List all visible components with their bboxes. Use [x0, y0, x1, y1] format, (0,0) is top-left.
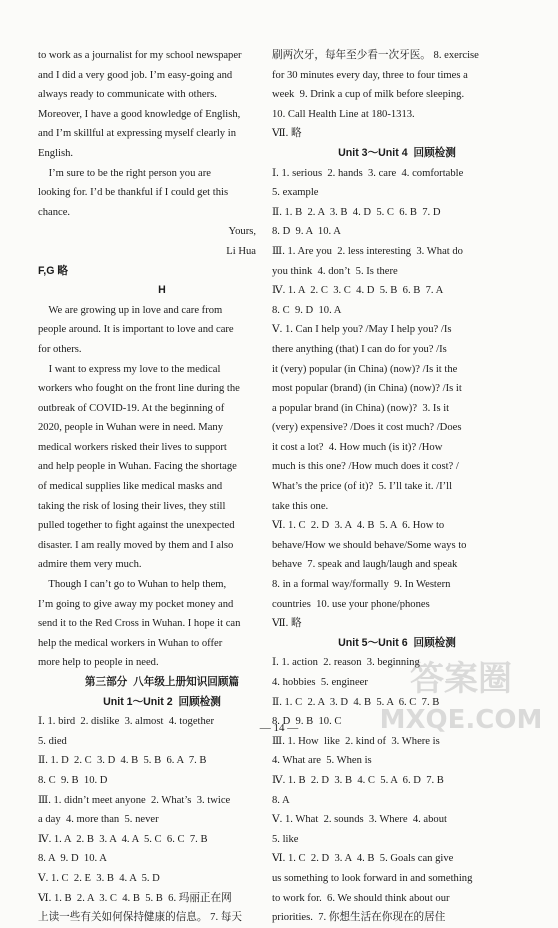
section-heading: Unit 1～Unit 2 回顾检测	[103, 695, 221, 708]
text-line: it cost a lot? 4. How much (is it)? /How	[272, 441, 443, 453]
text-line: Ⅱ. 1. C 2. A 3. D 4. B 5. A 6. C 7. B	[272, 696, 440, 708]
text-line: Ⅴ. 1. C 2. E 3. B 4. A 5. D	[38, 872, 160, 884]
text-line: of medical supplies like medical masks and	[38, 481, 223, 493]
text-line: Ⅳ. 1. B 2. D 3. B 4. C 5. A 6. D 7. B	[272, 774, 444, 786]
text-line: always ready to communicate with others.	[38, 89, 217, 101]
text-line: and help people in Wuhan. Facing the shortage	[38, 461, 237, 473]
text-line: looking for. I’d be thankful if I could get this	[38, 187, 229, 199]
text-line: Ⅶ. 略	[272, 618, 302, 630]
text-line: Ⅶ. 略	[272, 128, 302, 140]
text-line: there anything (that) I can do for you? /Is	[272, 343, 447, 355]
text-line: send it to the Red Cross in Wuhan. I hope it can	[38, 618, 241, 630]
text-line: 8. D 9. B 10. C	[272, 716, 342, 728]
text-line: 5. example	[272, 187, 319, 199]
text-line: medical workers risked their lives to support	[38, 441, 227, 453]
text-line: much is this one? /How much does it cost? /	[272, 461, 459, 473]
text-line: a day 4. more than 5. never	[38, 814, 159, 826]
text-line: We are growing up in love and care from	[38, 304, 223, 316]
text-line: (very) expensive? /Does it cost much? /Does	[272, 422, 462, 434]
text-line: I’m going to give away my pocket money and	[38, 598, 234, 610]
text-line: Ⅵ. 1. C 2. D 3. A 4. B 5. A 6. How to	[272, 520, 445, 532]
text-line: most popular (brand) (in China) (now)? /Is it	[272, 383, 462, 395]
text-line: disaster. I am really moved by them and I also	[38, 539, 234, 551]
text-line: to work as a journalist for my school newspaper	[38, 50, 242, 61]
text-line: for others.	[38, 343, 82, 355]
text-line: Ⅱ. 1. D 2. C 3. D 4. B 5. B 6. A 7. B	[38, 755, 207, 767]
text-line: 5. died	[38, 735, 67, 747]
text-line: outbreak of COVID-19. At the beginning of	[38, 402, 225, 414]
text-line: What’s the price (of it)? 5. I’ll take it. /I’ll	[272, 481, 453, 493]
text-line: Yours,	[228, 226, 256, 238]
text-line: taking the risk of losing their lives, they still	[38, 500, 226, 512]
text-line: 2020, people in Wuhan were in need. Many	[38, 422, 224, 434]
text-line: it (very) popular (in China) (now)? /Is it the	[272, 363, 458, 375]
text-line: Though I can’t go to Wuhan to help them,	[38, 579, 227, 591]
text-line: us something to look forward in and something	[272, 872, 473, 884]
section-heading: Unit 5～Unit 6 回顾检测	[338, 636, 456, 649]
text-line: help the medical workers in Wuhan to offer	[38, 637, 223, 649]
text-line: to work for. 6. We should think about our	[272, 892, 450, 904]
text-line: 4. hobbies 5. engineer	[272, 677, 368, 688]
section-heading: 第三部分 八年级上册知识回顾篇	[84, 676, 240, 688]
section-heading: Unit 3～Unit 4 回顾检测	[338, 146, 456, 159]
text-line: Ⅳ. 1. A 2. B 3. A 4. A 5. C 6. C 7. B	[38, 833, 208, 845]
text-line: 8. C 9. D 10. A	[272, 304, 342, 316]
section-heading: H	[158, 284, 166, 297]
text-line: 4. What are 5. When is	[272, 755, 372, 767]
text-line: and I’m skillful at expressing myself clearly in	[38, 128, 236, 140]
text-line: 8. A 9. D 10. A	[38, 853, 107, 865]
text-line: Li Hua	[226, 245, 256, 257]
text-line: 10. Call Health Line at 180-1313.	[272, 108, 415, 120]
text-line: Ⅴ. 1. What 2. sounds 3. Where 4. about	[272, 814, 447, 826]
text-line: pulled together to fight against the unexpected	[38, 520, 235, 532]
text-line: Moreover, I have a good knowledge of English,	[38, 108, 241, 120]
text-line: Ⅲ. 1. didn’t meet anyone 2. What’s 3. twice	[38, 794, 231, 806]
text-line: 上读一些有关如何保持健康的信息。 7. 每天	[38, 912, 242, 924]
text-line: for 30 minutes every day, three to four times a	[272, 69, 468, 81]
text-line: Ⅰ. 1. bird 2. dislike 3. almost 4. together	[38, 716, 215, 728]
watermark-logo	[376, 648, 546, 738]
text-line: more help to people in need.	[38, 657, 159, 669]
right-column	[272, 46, 522, 928]
text-line: I want to express my love to the medical	[38, 363, 221, 375]
text-line: behave/How we should behave/Some ways to	[272, 539, 467, 551]
text-line: 5. like	[272, 833, 299, 845]
text-line: Ⅴ. 1. Can I help you? /May I help you? /Is	[272, 324, 452, 336]
text-line: Ⅲ. 1. Are you 2. less interesting 3. What do	[272, 245, 463, 257]
text-line: a popular brand (in China) (now)? 3. Is it	[272, 402, 450, 414]
text-line: 8. A	[272, 794, 290, 806]
text-line: English.	[38, 147, 74, 159]
watermark-line2: MXQE.COM	[379, 705, 543, 735]
text-line: 8. C 9. B 10. D	[38, 774, 108, 786]
text-line: F,G 略	[38, 264, 69, 277]
text-line: workers who fought on the front line during the	[38, 383, 240, 395]
text-line: behave 7. speak and laugh/laugh and speak	[272, 559, 458, 571]
watermark-line1: 答案圈	[410, 659, 512, 699]
text-line: 8. D 9. A 10. A	[272, 226, 341, 238]
text-line: you think 4. don’t 5. Is there	[272, 265, 398, 277]
text-line: people around. It is important to love and care	[38, 324, 234, 336]
text-line: Ⅱ. 1. B 2. A 3. B 4. D 5. C 6. B 7. D	[272, 206, 441, 218]
text-line: admire them very much.	[38, 559, 142, 571]
text-line: Ⅵ. 1. B 2. A 3. C 4. B 5. B 6. 玛丽正在网	[38, 892, 232, 904]
text-line: week 9. Drink a cup of milk before sleeping.	[272, 89, 465, 101]
text-line: and I did a very good job. I’m easy-going and	[38, 69, 233, 81]
text-line: priorities. 7. 你想生活在你现在的居住	[272, 912, 446, 924]
text-line: I’m sure to be the right person you are	[38, 167, 211, 179]
text-line: countries 10. use your phone/phones	[272, 598, 430, 610]
text-line: 刷两次牙，每年至少看一次牙医。 8. exercise	[272, 50, 479, 61]
text-line: Ⅲ. 1. How like 2. kind of 3. Where is	[272, 735, 440, 747]
page-number: — 14 —	[259, 722, 299, 734]
text-line: Ⅵ. 1. C 2. D 3. A 4. B 5. Goals can give	[272, 853, 454, 865]
text-line: Ⅰ. 1. serious 2. hands 3. care 4. comfortable	[272, 167, 464, 179]
text-line: Ⅰ. 1. action 2. reason 3. beginning	[272, 657, 420, 669]
text-line: take this one.	[272, 500, 329, 512]
text-line: Ⅳ. 1. A 2. C 3. C 4. D 5. B 6. B 7. A	[272, 285, 444, 297]
left-column	[38, 46, 286, 928]
text-line: 8. in a formal way/formally 9. In Western	[272, 579, 451, 591]
text-line: chance.	[38, 206, 71, 218]
